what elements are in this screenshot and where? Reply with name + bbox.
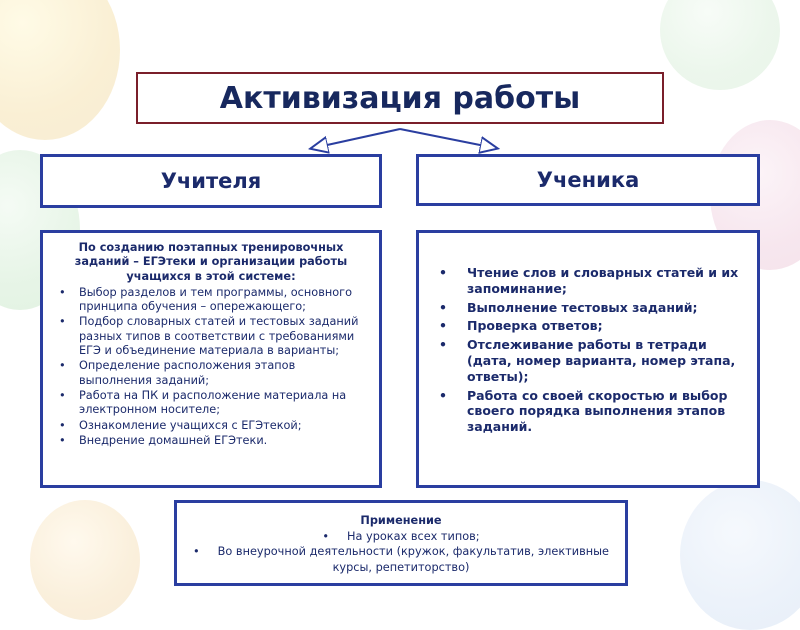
- teacher-list: [53, 286, 369, 448]
- teacher-panel: [40, 230, 382, 488]
- bullet-icon: •: [192, 545, 200, 559]
- student-panel: [416, 230, 760, 488]
- student-heading-box: [416, 154, 760, 206]
- list-item: [187, 529, 615, 544]
- application-heading: Применение: [360, 514, 442, 527]
- list-item: • Отслеживание работы в тетради (дата, номер варианта, номер этапа, ответы);: [431, 337, 745, 384]
- application-list: [187, 529, 615, 575]
- student-list: [431, 265, 745, 435]
- arrow-to-teacher: [318, 129, 400, 147]
- list-item: • Выполнение тестовых заданий;: [431, 300, 745, 316]
- list-item: • Внедрение домашней ЕГЭтеки.: [53, 434, 369, 448]
- list-item: • Определение расположения этапов выполнения заданий;: [53, 359, 369, 388]
- arrow-to-student: [400, 129, 490, 147]
- student-heading: Ученика: [536, 168, 640, 192]
- title-box: [136, 72, 664, 124]
- list-item-text: Во внеурочной деятельности (кружок, факультатив, элективные курсы, репетиторство): [217, 545, 610, 574]
- list-item: • Подбор словарных статей и тестовых заданий разных типов в соответствии с требованиями ЕГЭ и объединение материала в варианты;: [53, 315, 369, 358]
- list-item: • Выбор разделов и тем программы, основного принципа обучения – опережающего;: [53, 286, 369, 315]
- list-item: • Чтение слов и словарных статей и их запоминание;: [431, 265, 745, 297]
- application-panel: [174, 500, 628, 586]
- bullet-icon: •: [322, 530, 330, 544]
- list-item: • Проверка ответов;: [431, 318, 745, 334]
- list-item: • Работа на ПК и расположение материала на электронном носителе;: [53, 389, 369, 418]
- list-item: [187, 544, 615, 574]
- list-item-text: На уроках всех типов;: [347, 530, 480, 544]
- teacher-heading-box: [40, 154, 382, 208]
- teacher-heading: Учителя: [160, 169, 262, 193]
- list-item: • Работа со своей скоростью и выбор своего порядка выполнения этапов заданий.: [431, 388, 745, 435]
- page-title: Активизация работы: [219, 80, 581, 116]
- list-item: • Ознакомление учащихся с ЕГЭтекой;: [53, 419, 369, 433]
- teacher-lead: По созданию поэтапных тренировочных заданий – ЕГЭтеки и организации работы учащихся в этой системе:: [74, 241, 348, 283]
